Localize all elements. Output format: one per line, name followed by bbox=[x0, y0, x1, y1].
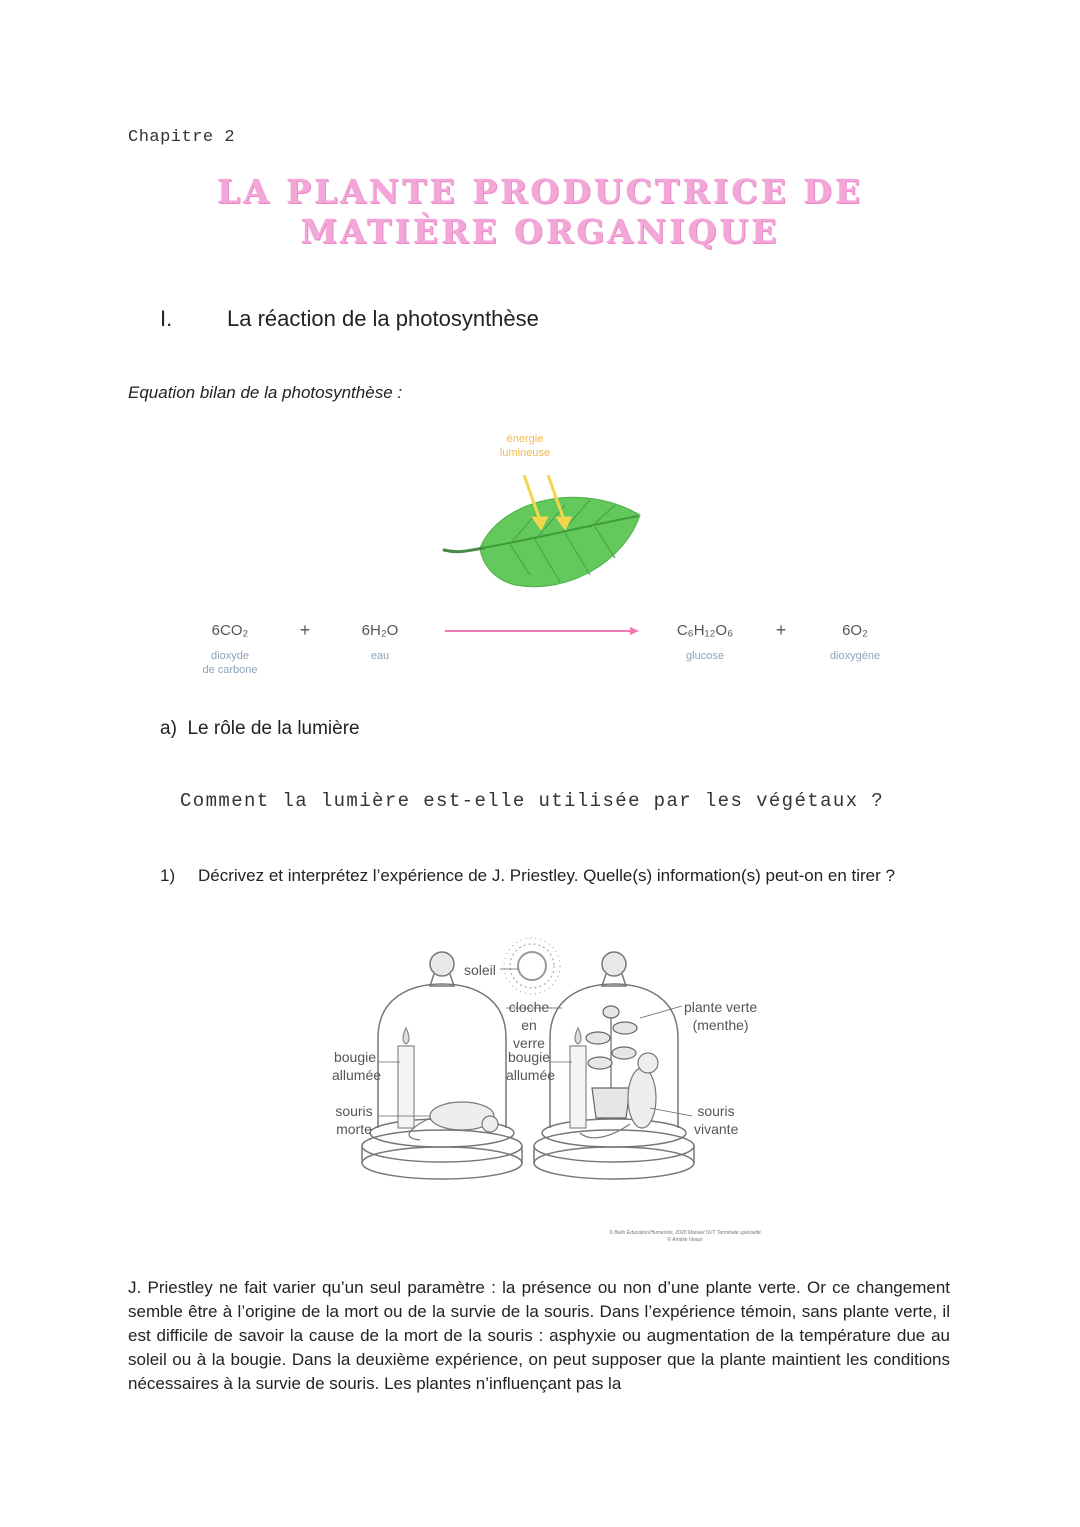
label-soleil: soleil bbox=[464, 962, 496, 978]
title-line-2: MATIÈRE ORGANIQUE bbox=[300, 212, 780, 251]
plus-sign-2: + bbox=[775, 620, 787, 640]
subsection-label: a) bbox=[160, 718, 177, 739]
bell-jar-left bbox=[362, 952, 522, 1179]
figure-credit-line-2: © Amélie Veaux bbox=[667, 1237, 703, 1243]
plus-sign-1: + bbox=[299, 620, 311, 640]
energy-label bbox=[495, 432, 555, 460]
label-plante bbox=[684, 998, 757, 1034]
reactant-h2o: 6H₂O bbox=[361, 622, 399, 639]
label-bougie-mid bbox=[506, 1048, 556, 1084]
candle-right bbox=[570, 1028, 586, 1128]
leaf-stem bbox=[444, 548, 484, 552]
label-plante-line-2: (menthe) bbox=[692, 1017, 749, 1033]
reaction-arrow bbox=[445, 624, 640, 638]
energy-label-line-2: lumineuse bbox=[499, 447, 551, 459]
label-souris-morte-line-1: souris bbox=[335, 1103, 373, 1119]
chapter-label: Chapitre 2 bbox=[128, 128, 236, 147]
label-bougie-left bbox=[332, 1048, 382, 1084]
subsection bbox=[160, 718, 360, 740]
label-bougie-left-line-1: bougie bbox=[333, 1049, 377, 1065]
sun-icon bbox=[504, 938, 560, 994]
product-glucose-name: glucose bbox=[686, 650, 724, 662]
reactant-co2: 6CO₂ bbox=[211, 622, 249, 639]
reactant-co2-name-line-2: de carbone bbox=[202, 664, 258, 676]
exercise-number: 1) bbox=[160, 866, 176, 885]
label-cloche-line-1: cloche bbox=[508, 999, 550, 1015]
guiding-question: Comment la lumière est-elle utilisée par les végétaux ? bbox=[180, 790, 885, 812]
exercise-text: Décrivez et interprétez l’expérience de J. Priestley. Quelle(s) information(s) peut-on en tirer ? bbox=[198, 866, 895, 885]
label-plante-line-1: plante verte bbox=[684, 999, 758, 1015]
label-bougie-mid-line-2: allumée bbox=[506, 1067, 556, 1083]
bell-jar-right bbox=[534, 952, 694, 1179]
label-souris-vivante bbox=[694, 1102, 738, 1138]
reactant-co2-name bbox=[185, 649, 275, 677]
reactant-h2o-name: eau bbox=[370, 650, 390, 662]
body-paragraph: J. Priestley ne fait varier qu’un seul paramètre : la présence ou non d’une plante verte. Or ce changement semble être à l’origine de la mort ou de la survie de la souris. Dans l’expérience témoin, sans plante verte, il est difficile de savoir la cause de la mort de la souris : asphyxie ou augmentation de la température due au soleil ou à la bougie. Dans la deuxième expérience, on peut supposer que la plante maintient les conditions nécessaires à la survie de souris. Les plantes n’influençant pas la bbox=[128, 1278, 950, 1393]
figure-credit bbox=[560, 1230, 810, 1244]
subsection-title: Le rôle de la lumière bbox=[187, 718, 360, 739]
label-cloche-line-2: en verre bbox=[513, 1017, 545, 1051]
label-souris-morte-line-2: morte bbox=[336, 1121, 372, 1137]
label-cloche bbox=[506, 998, 552, 1052]
label-bougie-left-line-2: allumée bbox=[332, 1067, 382, 1083]
energy-label-line-1: énergie bbox=[506, 433, 544, 445]
label-souris-vivante-line-1: souris bbox=[697, 1103, 735, 1119]
label-souris-vivante-line-2: vivante bbox=[694, 1121, 739, 1137]
product-glucose: C₆H₁₂O₆ bbox=[676, 622, 734, 639]
candle-left bbox=[398, 1028, 414, 1128]
dead-mouse bbox=[409, 1102, 498, 1140]
equation-intro: Equation bilan de la photosynthèse : bbox=[128, 383, 403, 402]
product-o2-name: dioxygène bbox=[829, 650, 881, 662]
title-line-1: LA PLANTE PRODUCTRICE DE bbox=[216, 172, 864, 211]
leaf-illustration bbox=[440, 470, 650, 600]
page-title bbox=[100, 172, 980, 252]
label-bougie-mid-line-1: bougie bbox=[507, 1049, 551, 1065]
product-o2: 6O₂ bbox=[842, 622, 868, 639]
section-title: La réaction de la photosynthèse bbox=[227, 306, 539, 331]
figure-credit-line-1: © Belin Éducation/Humensis, 2020 Manuel SVT Terminale spécialité bbox=[609, 1230, 761, 1236]
section-number: I. bbox=[160, 306, 173, 331]
reactant-co2-name-line-1: dioxyde bbox=[211, 650, 249, 662]
label-souris-morte bbox=[334, 1102, 374, 1138]
